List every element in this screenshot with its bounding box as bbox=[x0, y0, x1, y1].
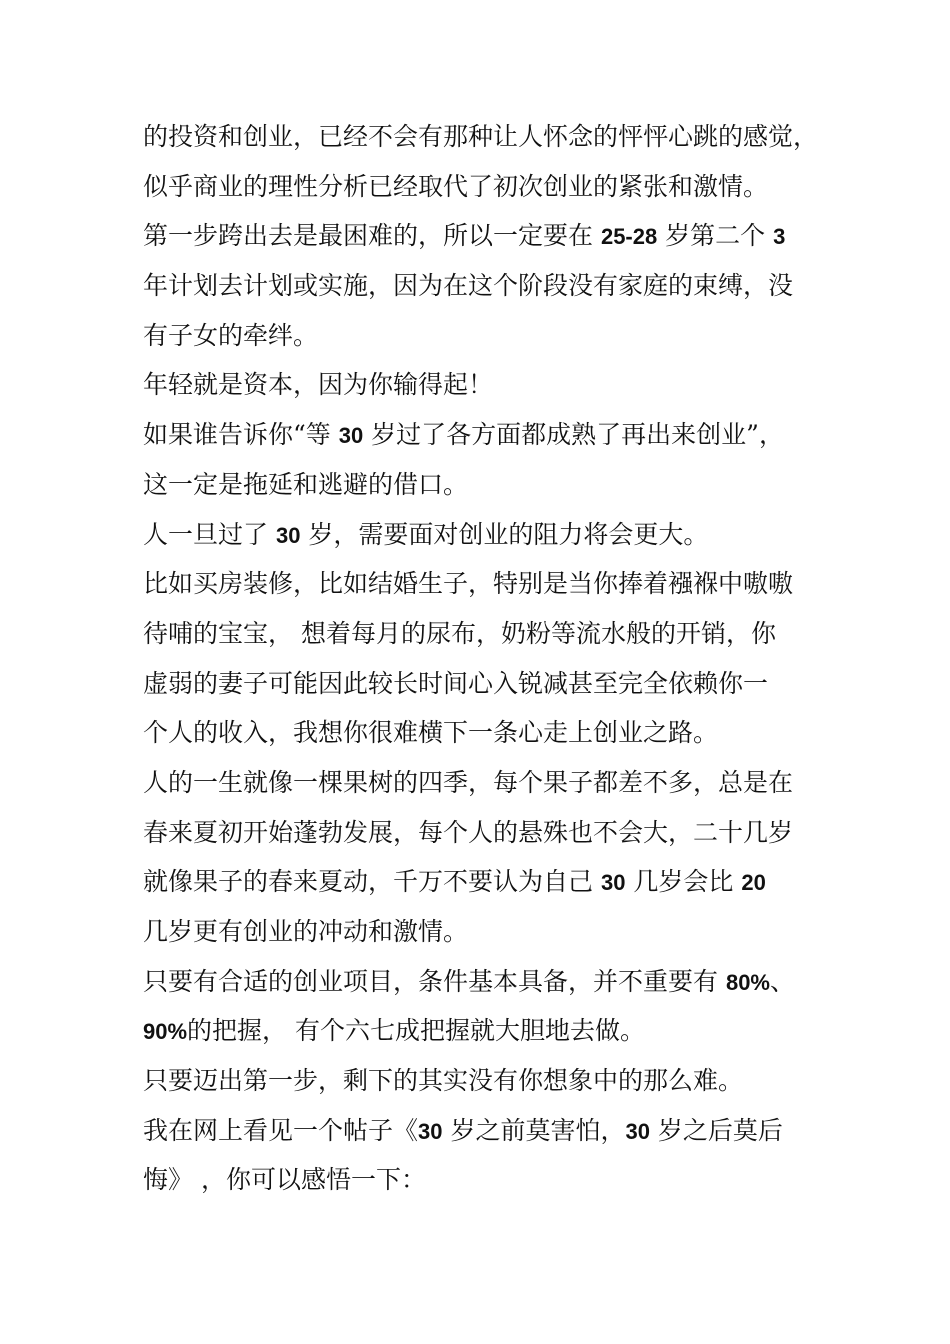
text-line bbox=[143, 410, 823, 460]
bold-number: 30 bbox=[625, 1118, 650, 1144]
text-run: 的把握， 有个六七成把握就大胆地去做。 bbox=[187, 1016, 645, 1046]
text-line bbox=[143, 559, 823, 609]
text-run: 人一旦过了 bbox=[143, 519, 276, 549]
text-run: 我在网上看见一个帖子《 bbox=[143, 1115, 419, 1145]
bold-number: 20 bbox=[741, 870, 766, 896]
text-run: 待哺的宝宝， 想着每月的尿布，奶粉等流水般的开销，你 bbox=[143, 618, 776, 648]
text-run: 几岁会比 bbox=[625, 867, 742, 897]
text-run: 岁之后莫后 bbox=[649, 1115, 783, 1145]
text-run: 如果谁告诉你“等 bbox=[143, 420, 339, 450]
text-run: 年计划去计划或实施，因为在这个阶段没有家庭的束缚，没 bbox=[143, 271, 794, 301]
text-line bbox=[143, 360, 823, 410]
bold-number: 30 bbox=[275, 522, 301, 548]
text-run: 、 bbox=[770, 966, 796, 996]
text-line bbox=[143, 659, 823, 709]
bold-number: 25-28 bbox=[600, 224, 658, 250]
text-line bbox=[143, 311, 823, 361]
bold-number: 3 bbox=[773, 224, 786, 250]
text-line bbox=[143, 1056, 823, 1106]
text-run: 个人的收入，我想你很难横下一条心走上创业之路。 bbox=[143, 718, 719, 748]
text-line bbox=[143, 261, 823, 311]
text-run: 岁之前莫害怕， bbox=[442, 1115, 626, 1145]
text-run: 就像果子的春来夏动，千万不要认为自己 bbox=[143, 867, 601, 897]
text-line bbox=[143, 808, 823, 858]
text-run: 岁，需要面对创业的阻力将会更大。 bbox=[300, 519, 709, 549]
text-line bbox=[143, 758, 823, 808]
text-line bbox=[143, 510, 823, 560]
text-run: 似乎商业的理性分析已经取代了初次创业的紧张和激情。 bbox=[143, 171, 769, 201]
bold-number: 30 bbox=[418, 1118, 443, 1144]
text-run: 悔》 ，你可以感悟一下： bbox=[143, 1165, 426, 1195]
text-line bbox=[143, 460, 823, 510]
text-line bbox=[143, 112, 823, 162]
text-run: 只要迈出第一步，剩下的其实没有你想象中的那么难。 bbox=[143, 1066, 744, 1096]
text-run: 几岁更有创业的冲动和激情。 bbox=[143, 917, 469, 946]
text-line bbox=[143, 1006, 823, 1056]
bold-number: 90% bbox=[143, 1019, 188, 1045]
text-run: 岁过了各方面都成熟了再出来创业”， bbox=[363, 420, 784, 450]
text-run: 人的一生就像一棵果树的四季，每个果子都差不多，总是在 bbox=[143, 767, 794, 797]
text-run: 只要有合适的创业项目，条件基本具备，并不重要有 bbox=[143, 966, 726, 996]
text-line bbox=[143, 957, 823, 1007]
body-text bbox=[143, 112, 823, 1205]
bold-number: 30 bbox=[600, 870, 626, 896]
text-run: 春来夏初开始蓬勃发展，每个人的悬殊也不会大，二十几岁 bbox=[143, 817, 794, 847]
text-run: 年轻就是资本，因为你输得起！ bbox=[143, 370, 494, 400]
text-line bbox=[143, 162, 823, 212]
bold-number: 30 bbox=[338, 423, 364, 449]
text-run: 第一步跨出去是最困难的，所以一定要在 bbox=[143, 221, 601, 251]
text-line bbox=[143, 907, 823, 957]
text-line bbox=[143, 1155, 823, 1205]
text-run: 虚弱的妻子可能因此较长时间心入锐减甚至完全依赖你一 bbox=[143, 668, 769, 698]
text-run: 岁第二个 bbox=[657, 221, 774, 251]
text-line bbox=[143, 1106, 823, 1156]
text-run: 这一定是拖延和逃避的借口。 bbox=[143, 469, 469, 499]
text-line bbox=[143, 211, 823, 261]
text-line bbox=[143, 609, 823, 659]
bold-number: 80% bbox=[725, 969, 770, 995]
text-run: 的投资和创业，已经不会有那种让人怀念的怦怦心跳的感觉， bbox=[143, 122, 819, 151]
text-line bbox=[143, 708, 823, 758]
text-run: 比如买房装修，比如结婚生子，特别是当你捧着襁褓中嗷嗷 bbox=[143, 569, 794, 599]
text-run: 有子女的牵绊。 bbox=[143, 320, 319, 350]
text-line bbox=[143, 857, 823, 907]
